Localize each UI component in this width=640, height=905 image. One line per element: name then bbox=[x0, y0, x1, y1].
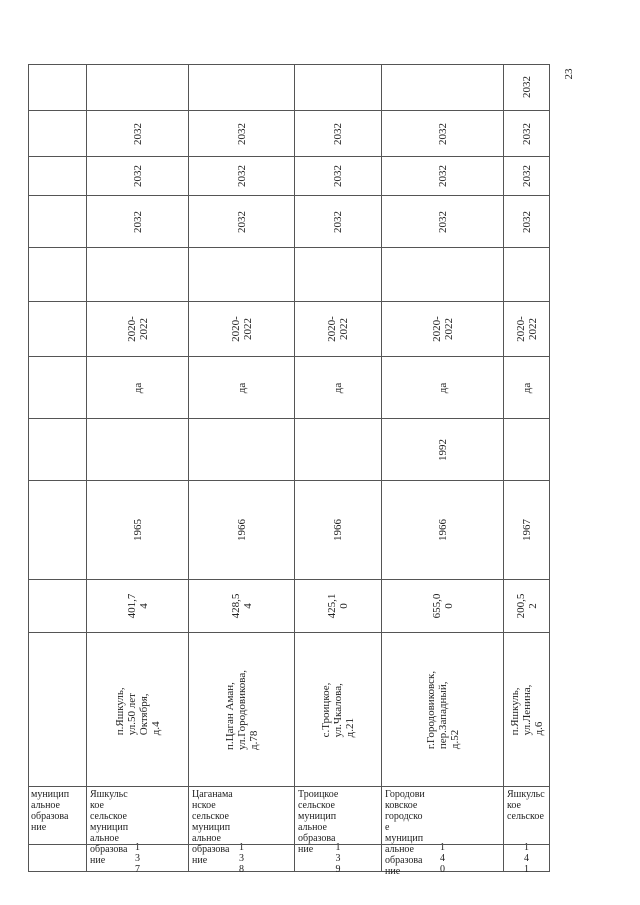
address-text: г.Городовиковск, пер.Западный, д.52 bbox=[424, 670, 461, 749]
table-cell-year_built bbox=[504, 481, 550, 580]
header-cell bbox=[28, 248, 87, 302]
value-year_built: 1965 bbox=[131, 519, 144, 541]
table-cell-period bbox=[504, 302, 550, 357]
value-flag: да bbox=[332, 382, 344, 393]
table-cell-y1 bbox=[87, 196, 189, 248]
value-area: 655,0 0 bbox=[430, 593, 455, 619]
value-year_built: 1966 bbox=[235, 519, 248, 541]
table-cell-address bbox=[504, 633, 550, 787]
municipality-name: Городови ковское городско е муницип альное образова ние bbox=[385, 789, 425, 877]
header-cell bbox=[28, 580, 87, 633]
table-cell-y3 bbox=[504, 111, 550, 157]
value-area: 428,5 4 bbox=[229, 593, 254, 619]
header-cell bbox=[28, 845, 87, 872]
header-cell bbox=[28, 357, 87, 419]
table-cell-y4 bbox=[87, 64, 189, 111]
row-number bbox=[504, 841, 549, 875]
table-cell-year_built bbox=[189, 481, 295, 580]
row-number-digit: 0 bbox=[440, 863, 445, 875]
table-cell-year_repair bbox=[87, 419, 189, 481]
table-cell-num bbox=[504, 841, 550, 875]
value-period: 2020- 2022 bbox=[326, 316, 350, 342]
table-cell-y4 bbox=[382, 64, 504, 111]
row-number-digit: 4 bbox=[524, 852, 529, 864]
header-cell bbox=[28, 481, 87, 580]
table-cell-period bbox=[189, 302, 295, 357]
table-cell-address bbox=[87, 633, 189, 787]
table-cell-year_built bbox=[295, 481, 382, 580]
address-text: п.Яшкуль, ул.Ленина, д.6 bbox=[508, 684, 545, 735]
table-cell-municipality bbox=[504, 787, 550, 845]
header-municipality-fragment: муницип альное образова ние bbox=[31, 789, 70, 833]
header-cell bbox=[28, 302, 87, 357]
table-cell-address bbox=[295, 633, 382, 787]
row-number-digit: 3 bbox=[239, 852, 244, 864]
table-cell-municipality bbox=[382, 787, 504, 877]
table-cell-address bbox=[189, 633, 295, 787]
header-cell bbox=[28, 196, 87, 248]
table-cell-area bbox=[295, 580, 382, 633]
table-cell-municipality bbox=[295, 787, 382, 855]
header-cell bbox=[28, 111, 87, 157]
table-cell-year_built bbox=[382, 481, 504, 580]
value-period: 2020- 2022 bbox=[125, 316, 150, 342]
header-cell bbox=[28, 787, 87, 845]
table-cell-period bbox=[295, 302, 382, 357]
page-number: 23 bbox=[563, 68, 575, 80]
table-cell-y2 bbox=[382, 157, 504, 196]
value-y2: 2032 bbox=[520, 165, 533, 187]
table-cell-y4 bbox=[295, 64, 382, 111]
table-cell-col_empty bbox=[382, 248, 504, 302]
table-cell-area bbox=[87, 580, 189, 633]
table-cell-y4 bbox=[504, 64, 550, 111]
table-cell-col_empty bbox=[504, 248, 550, 302]
table-cell-flag bbox=[87, 357, 189, 419]
row-number-digit: 1 bbox=[524, 841, 529, 853]
value-flag: да bbox=[436, 382, 449, 393]
value-y3: 2032 bbox=[520, 122, 533, 145]
table-cell-flag bbox=[295, 357, 382, 419]
table-cell-period bbox=[382, 302, 504, 357]
value-y1: 2032 bbox=[235, 210, 248, 233]
address-text: с.Троицкое, ул.Чкалова, д.21 bbox=[320, 682, 356, 737]
table-cell-area bbox=[382, 580, 504, 633]
value-period: 2020- 2022 bbox=[430, 316, 455, 342]
table-cell-year_repair bbox=[189, 419, 295, 481]
value-area: 401,7 4 bbox=[125, 593, 150, 619]
value-y2: 2032 bbox=[332, 165, 344, 187]
row-number-digit: 3 bbox=[135, 852, 140, 864]
table-cell-y1 bbox=[382, 196, 504, 248]
value-y1: 2032 bbox=[520, 210, 533, 233]
value-y1: 2032 bbox=[131, 210, 144, 233]
table-cell-col_empty bbox=[295, 248, 382, 302]
value-flag: да bbox=[235, 382, 248, 393]
value-y2: 2032 bbox=[131, 165, 144, 187]
row-number-digit: 1 bbox=[135, 841, 140, 853]
value-flag: да bbox=[131, 382, 144, 393]
municipality-name: Яшкульс кое сельское bbox=[507, 789, 545, 822]
table-cell-y2 bbox=[504, 157, 550, 196]
value-y4: 2032 bbox=[520, 76, 533, 98]
row-number-digit: 4 bbox=[440, 852, 445, 864]
value-y1: 2032 bbox=[436, 210, 449, 233]
table-cell-area bbox=[189, 580, 295, 633]
table-cell-year_repair bbox=[382, 419, 504, 481]
table-cell-col_empty bbox=[87, 248, 189, 302]
table-cell-municipality bbox=[189, 787, 295, 866]
table-cell-y4 bbox=[189, 64, 295, 111]
table-cell-y2 bbox=[87, 157, 189, 196]
row-number-digit: 1 bbox=[239, 841, 244, 853]
header-cell bbox=[28, 633, 87, 787]
table-cell-col_empty bbox=[189, 248, 295, 302]
value-area: 425,1 0 bbox=[326, 593, 350, 619]
table-cell-y1 bbox=[504, 196, 550, 248]
value-area: 200,5 2 bbox=[514, 593, 539, 619]
table-cell-year_repair bbox=[295, 419, 382, 481]
table-cell-flag bbox=[504, 357, 550, 419]
value-year_built: 1966 bbox=[332, 519, 344, 541]
municipality-name: Яшкульс кое сельское муницип альное образова ние bbox=[90, 789, 129, 866]
table-cell-address bbox=[382, 633, 504, 787]
table-cell-y3 bbox=[87, 111, 189, 157]
value-y1: 2032 bbox=[332, 210, 344, 233]
table-cell-y1 bbox=[189, 196, 295, 248]
table-cell-y3 bbox=[382, 111, 504, 157]
table-cell-flag bbox=[189, 357, 295, 419]
table-cell-municipality bbox=[87, 787, 189, 866]
header-cell bbox=[28, 419, 87, 481]
value-y3: 2032 bbox=[332, 122, 344, 145]
value-y3: 2032 bbox=[131, 122, 144, 145]
value-year_repair: 1992 bbox=[436, 438, 449, 461]
table-cell-y2 bbox=[189, 157, 295, 196]
table-cell-year_repair bbox=[504, 419, 550, 481]
row-number-digit: 1 bbox=[335, 841, 341, 853]
value-year_built: 1967 bbox=[520, 519, 533, 541]
row-number-digit: 7 bbox=[135, 863, 140, 875]
value-y3: 2032 bbox=[436, 122, 449, 145]
table-cell-year_built bbox=[87, 481, 189, 580]
value-y2: 2032 bbox=[436, 165, 449, 187]
value-flag: да bbox=[520, 382, 533, 393]
address-text: п.Цаган Аман, ул.Городовикова, д.78 bbox=[223, 669, 260, 750]
table-cell-period bbox=[87, 302, 189, 357]
table-cell-y1 bbox=[295, 196, 382, 248]
row-number-digit: 8 bbox=[239, 863, 244, 875]
municipality-name: Троицкое сельское муницип альное образова ние bbox=[298, 789, 339, 855]
address-text: п.Яшкуль, ул.50 лет Октября, д.4 bbox=[113, 686, 162, 735]
table-cell-area bbox=[504, 580, 550, 633]
row-number-digit: 1 bbox=[524, 863, 529, 875]
table-cell-y3 bbox=[189, 111, 295, 157]
value-y3: 2032 bbox=[235, 122, 248, 145]
table-cell-flag bbox=[382, 357, 504, 419]
row-number-digit: 1 bbox=[440, 841, 445, 853]
table-cell-y3 bbox=[295, 111, 382, 157]
value-period: 2020- 2022 bbox=[514, 316, 539, 342]
row-number-digit: 9 bbox=[335, 863, 341, 875]
header-cell bbox=[28, 157, 87, 196]
header-cell bbox=[28, 64, 87, 111]
value-y2: 2032 bbox=[235, 165, 248, 187]
table-cell-y2 bbox=[295, 157, 382, 196]
value-period: 2020- 2022 bbox=[229, 316, 254, 342]
row-number-digit: 3 bbox=[335, 852, 341, 864]
municipality-name: Цаганама нское сельское муницип альное образова ние bbox=[192, 789, 233, 866]
value-year_built: 1966 bbox=[436, 519, 449, 541]
